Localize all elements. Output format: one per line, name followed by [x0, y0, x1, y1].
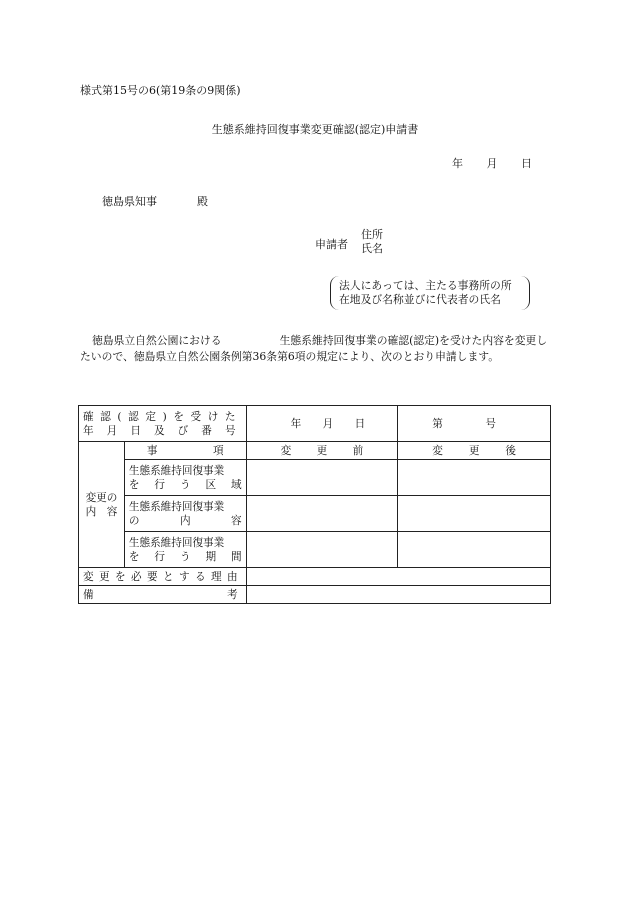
- confirmation-label: 確 認 ( 認 定 ) を 受 け た 年 月 日 及 び 番 号: [79, 406, 247, 442]
- applicant-fields: [361, 228, 383, 256]
- application-table: [78, 405, 551, 604]
- name-label: 氏名: [361, 242, 383, 255]
- confirmation-date-cell[interactable]: 年 月 日: [246, 406, 398, 442]
- period-before-cell[interactable]: [246, 532, 398, 568]
- corporate-note-line2: 在地及び名称並びに代表者の氏名: [339, 293, 501, 306]
- reason-cell[interactable]: [246, 568, 550, 586]
- addressee-honorific: 殿: [197, 195, 208, 208]
- confirmation-row: [79, 406, 551, 442]
- confirmation-number-cell[interactable]: 第 号: [398, 406, 551, 442]
- remarks-label: 備 考: [79, 586, 247, 604]
- remarks-row: [79, 586, 551, 604]
- day-label: 日: [521, 157, 532, 170]
- year-label: 年: [452, 157, 463, 170]
- reason-row: [79, 568, 551, 586]
- corporate-note-line1: 法人にあっては、主たる事務所の所: [339, 279, 512, 292]
- table-row: [79, 532, 551, 568]
- corporate-note: [330, 276, 530, 310]
- reason-label: 変 更 を 必 要 と す る 理 由: [79, 568, 247, 586]
- body-part2: 生態系維持回復事業の確認(認定)を受けた内容を変更したいので、徳島県立自然公園条例第36条第6項の規定により、次のとおり申請します。: [80, 334, 548, 363]
- month-label: 月: [486, 157, 498, 170]
- date-line: [452, 155, 532, 171]
- addressee: [102, 193, 208, 209]
- before-header: 変 更 前: [246, 442, 398, 460]
- item-period-label: 生態系維持回復事業 を 行 う 期 間: [124, 532, 246, 568]
- item-header: 事 項: [124, 442, 246, 460]
- body-part1: 徳島県立自然公園における: [92, 334, 222, 347]
- header-row: [79, 442, 551, 460]
- document-title: 生態系維持回復事業変更確認(認定)申請書: [211, 123, 419, 136]
- item-area-label: 生態系維持回復事業 を 行 う 区 域: [124, 460, 246, 496]
- address-label: 住所: [361, 228, 383, 241]
- area-after-cell[interactable]: [398, 460, 551, 496]
- form-number: 様式第15号の6(第19条の9関係): [80, 84, 241, 97]
- item-content-label: 生態系維持回復事業 の 内 容: [124, 496, 246, 532]
- after-header: 変 更 後: [398, 442, 551, 460]
- content-after-cell[interactable]: [398, 496, 551, 532]
- table-row: [79, 496, 551, 532]
- area-before-cell[interactable]: [246, 460, 398, 496]
- content-before-cell[interactable]: [246, 496, 398, 532]
- period-after-cell[interactable]: [398, 532, 551, 568]
- remarks-cell[interactable]: [246, 586, 550, 604]
- applicant-label: 申請者: [315, 238, 348, 251]
- body-paragraph: [80, 333, 552, 365]
- addressee-name: 徳島県知事: [102, 195, 157, 208]
- table-row: [79, 460, 551, 496]
- change-content-label: 変更の 内 容: [79, 442, 125, 568]
